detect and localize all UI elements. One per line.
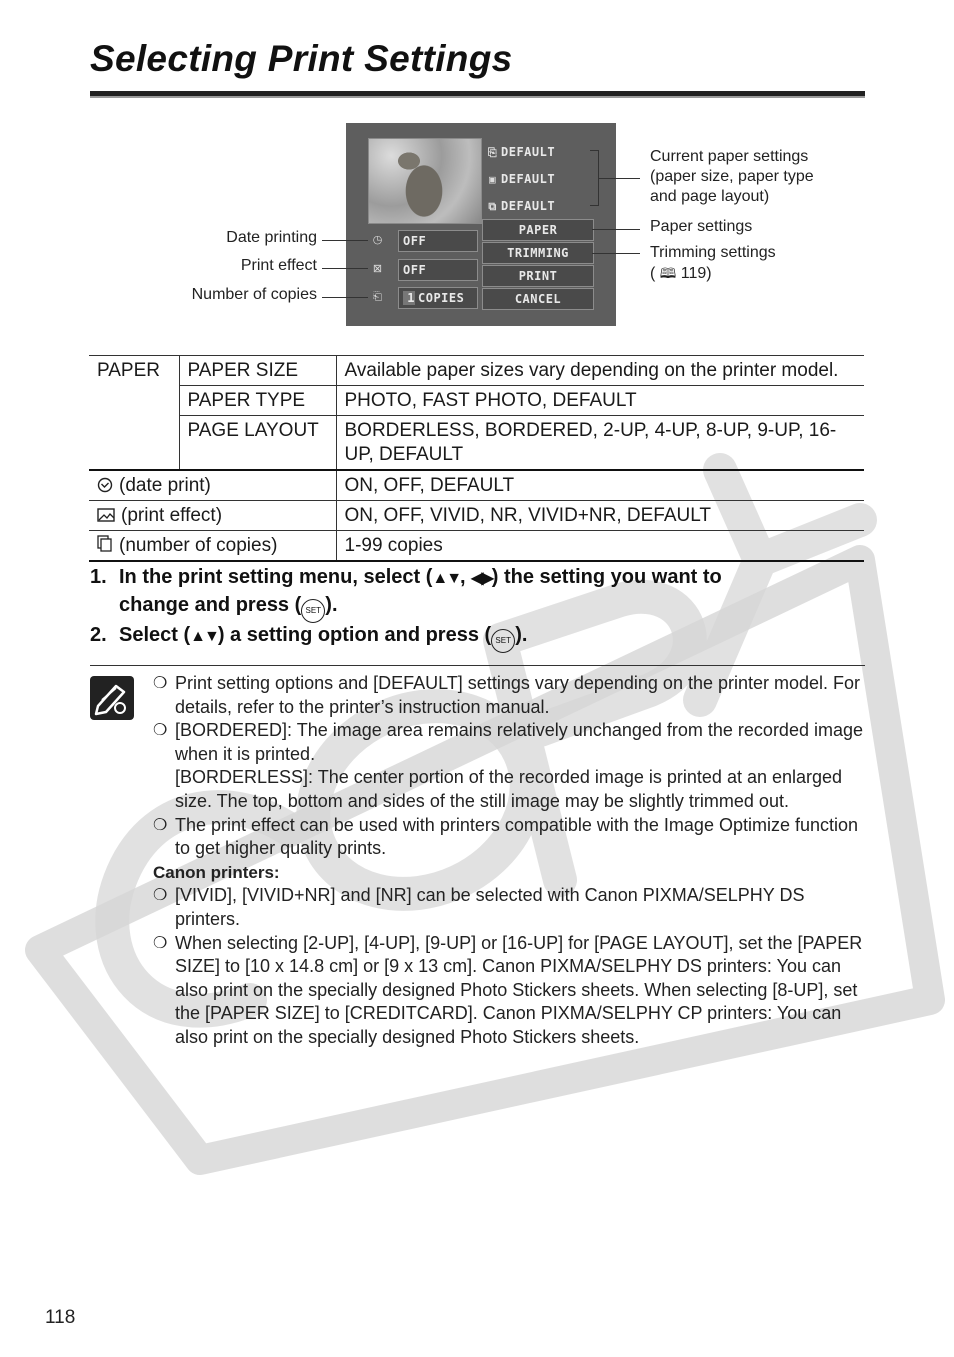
left-right-arrows-icon: ◀▶ (471, 570, 492, 587)
option-cell: PAPER TYPE (179, 386, 336, 416)
paper-size-icon: ⎘ (487, 145, 498, 159)
values-cell: Available paper sizes vary depending on the printer model. (336, 356, 864, 386)
callout-date-printing: Date printing (226, 229, 317, 246)
list-item: ❍ [BORDERED]: The image area remains relatively unchanged from the recorded image when it is printed. (153, 720, 863, 764)
list-item: ❍ [VIVID], [VIVID+NR] and [NR] can be selected with Canon PIXMA/SELPHY DS printers. (153, 885, 805, 929)
current-paper-size: ⎘ DEFAULT (487, 145, 556, 159)
book-icon: 🕮 (659, 265, 677, 281)
callout-trimming-settings: Trimming settings (650, 244, 776, 261)
option-cell: PAPER SIZE (179, 356, 336, 386)
screen-copies-option[interactable]: 1 COPIES (398, 287, 478, 309)
bullet-icon: ❍ (153, 816, 168, 834)
bullet-icon: ❍ (153, 887, 168, 905)
leader-line (322, 240, 368, 241)
note-paragraph: [BORDERLESS]: The center portion of the recorded image is printed at an enlarged size. The top, bottom and sides of the still image may be slightly trimmed out. (175, 767, 843, 811)
bracket-line (590, 205, 599, 206)
screen-cancel-button[interactable]: CANCEL (482, 288, 594, 310)
screen-date-option[interactable]: OFF (398, 230, 478, 252)
print-effect-icon: ⊠ (372, 263, 383, 275)
current-paper-type: ▣ DEFAULT (482, 167, 594, 191)
table-row (89, 501, 864, 531)
copies-icon: ⎗ (373, 291, 382, 303)
callout-trimming-ref: ( 🕮 119) (650, 265, 712, 282)
leader-line (598, 178, 640, 179)
values-cell: BORDERLESS, BORDERED, 2-UP, 4-UP, 8-UP, 9-UP, 16-UP, DEFAULT (336, 416, 864, 471)
notes-divider (90, 665, 865, 666)
date-print-icon (97, 477, 113, 493)
list-item: ❍ Print setting options and [DEFAULT] settings vary depending on the printer model. For details, refer to the printer’s instruction manual. (153, 673, 861, 717)
callout-number-of-copies: Number of copies (191, 286, 317, 303)
copies-count: 1 (403, 291, 415, 305)
leader-line (592, 253, 640, 254)
step-1: 1. In the print setting menu, select (▲▼, ◀▶) the setting you want to change and press ( SET ). (90, 564, 865, 623)
table-row (89, 531, 864, 562)
list-item: ❍ When selecting [2-UP], [4-UP], [9-UP] or [16-UP] for [PAGE LAYOUT], set the [PAPER SIZE] to [10 x 14.8 cm] or [9 x 13 cm]. Canon PIXMA/SELPHY DS printers: You can also print on the specially designed Photo Stickers sheets. When selecting [8-UP], set the [PAPER SIZE] to [CREDITCARD]. Canon PIXMA/SELPHY CP printers: You can also print on the specially designed Photo Stickers sheets. (153, 932, 863, 1047)
table-row (89, 386, 864, 416)
callout-current-paper-1: Current paper settings (650, 148, 809, 165)
leader-line (322, 268, 368, 269)
screen-print-button[interactable]: PRINT (482, 265, 594, 287)
print-effect-icon (97, 507, 115, 523)
callout-paper-settings: Paper settings (650, 218, 753, 235)
bullet-icon: ❍ (153, 675, 168, 692)
copies-cell: (number of copies) (89, 531, 336, 562)
set-button-icon: SET (491, 629, 515, 653)
settings-table (89, 355, 864, 562)
copies-icon (97, 535, 113, 553)
step-2: 2. Select (▲▼) a setting option and press ( SET ). (90, 622, 865, 653)
current-page-layout: ⧉ DEFAULT (482, 194, 594, 218)
screen-effect-option[interactable]: OFF (398, 259, 478, 281)
page-title: Selecting Print Settings (90, 38, 513, 79)
table-row (89, 356, 864, 386)
up-down-arrows-icon: ▲▼ (190, 628, 218, 645)
leader-line (592, 229, 640, 230)
leader-line (322, 297, 368, 298)
screen-trimming-button[interactable]: TRIMMING (482, 242, 594, 264)
print-effect-cell: (print effect) (89, 501, 336, 531)
up-down-arrows-icon: ▲▼ (432, 570, 461, 587)
values-cell: ON, OFF, VIVID, NR, VIVID+NR, DEFAULT (336, 501, 864, 531)
values-cell: ON, OFF, DEFAULT (336, 470, 864, 501)
photo-thumbnail (368, 138, 482, 224)
note-pencil-icon (90, 676, 134, 720)
screen-paper-button[interactable]: PAPER (482, 219, 594, 241)
table-row (89, 416, 864, 471)
callout-print-effect: Print effect (240, 257, 317, 274)
notes-list (153, 672, 865, 1050)
option-cell: PAGE LAYOUT (179, 416, 336, 471)
page-layout-icon: ⧉ (488, 199, 497, 213)
list-item: ❍ The print effect can be used with printers compatible with the Image Optimize function to get higher quality prints. (153, 814, 859, 859)
callout-current-paper-2: (paper size, paper type (650, 168, 814, 185)
print-settings-screen (346, 123, 616, 326)
callout-current-paper-3: and page layout) (650, 188, 770, 205)
table-row (89, 470, 864, 501)
set-button-icon: SET (301, 599, 325, 623)
paper-type-icon: ▣ (488, 172, 497, 186)
notes-heading: Canon printers: (153, 862, 280, 882)
values-cell: PHOTO, FAST PHOTO, DEFAULT (336, 386, 864, 416)
bracket-line (590, 150, 599, 151)
title-rule (90, 91, 865, 98)
date-print-cell: (date print) (89, 470, 336, 501)
page-number: 118 (45, 1307, 76, 1328)
values-cell: 1-99 copies (336, 531, 864, 562)
date-print-icon: ◷ (372, 234, 383, 246)
paper-category-cell: PAPER (89, 356, 179, 471)
bullet-icon: ❍ (153, 934, 168, 952)
bullet-icon: ❍ (153, 722, 168, 740)
